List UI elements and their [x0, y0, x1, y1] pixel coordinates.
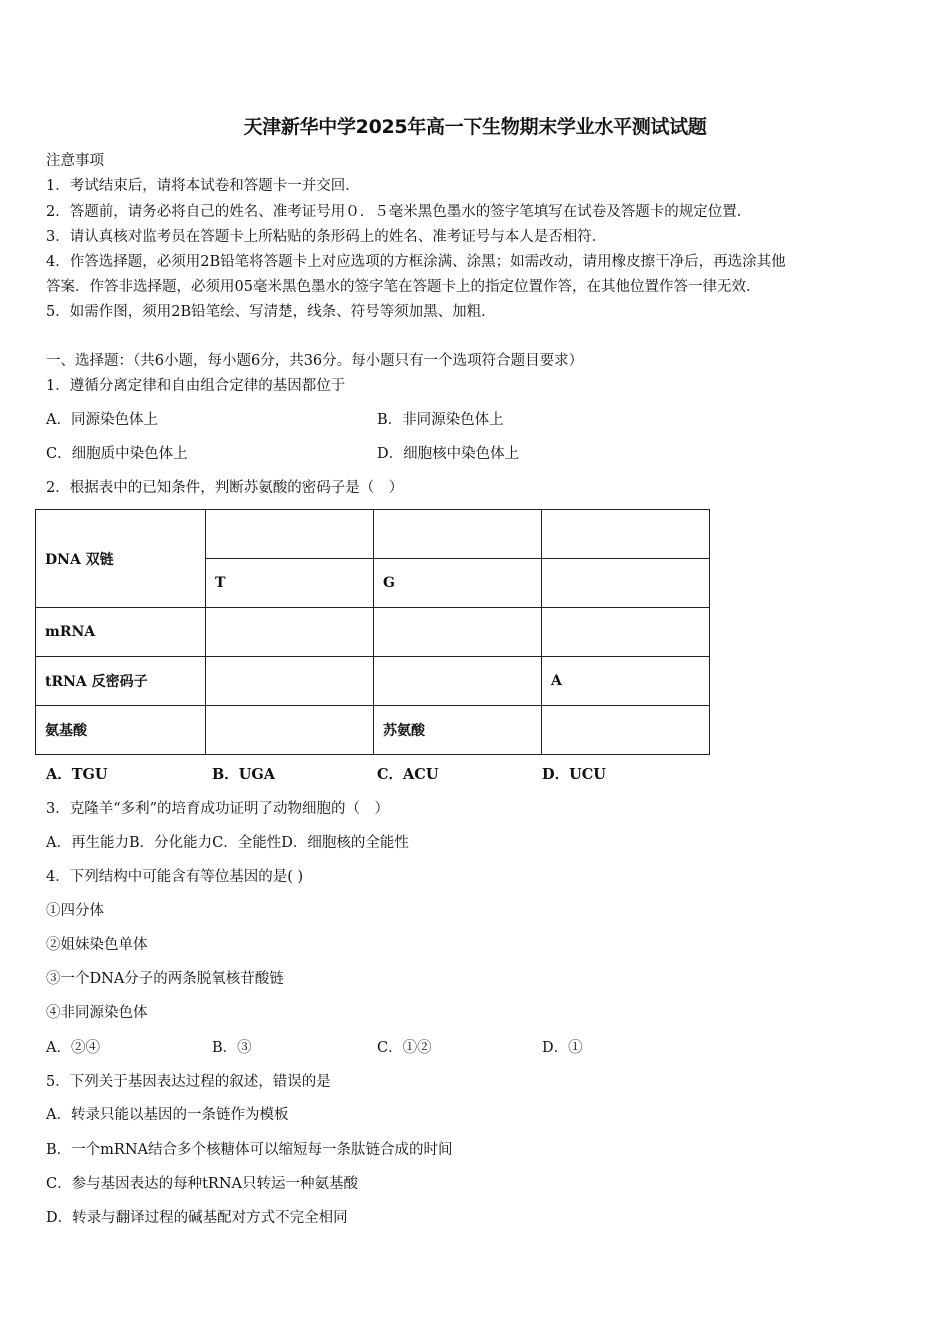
q5-option-b: B．一个mRNA结合多个核糖体可以缩短每一条肽链合成的时间	[46, 1142, 453, 1158]
notice-item: 答案．作答非选择题，必须用05毫米黑色墨水的签字笔在答题卡上的指定位置作答，在其他位置作答一律无效．	[46, 279, 761, 295]
notice-item: 4．作答选择题，必须用2B铅笔将答题卡上对应选项的方框涂满、涂黑；如需改动，请用橡皮擦干净后，再选涂其他	[46, 254, 786, 270]
q2-option-b: B．UGA	[212, 766, 276, 783]
notice-item: 1．考试结束后，请将本试卷和答题卡一并交回．	[46, 178, 360, 194]
table-cell-dna-label: DNA 双链	[36, 510, 206, 608]
q5-option-a: A．转录只能以基因的一条链作为模板	[46, 1107, 289, 1123]
q4-item: ④非同源染色体	[46, 1005, 148, 1021]
table-cell	[542, 510, 710, 559]
table-cell	[206, 706, 374, 755]
q5-option-c: C．参与基因表达的每种tRNA只转运一种氨基酸	[46, 1176, 358, 1192]
q4-option-b: B．③	[212, 1040, 252, 1056]
q4-option-a: A．②④	[46, 1040, 100, 1056]
table-cell-mrna-label: mRNA	[36, 608, 206, 657]
q4-item: ②姐妹染色单体	[46, 937, 148, 953]
notice-heading: 注意事项	[46, 153, 104, 169]
q4-item: ③一个DNA分子的两条脱氧核苷酸链	[46, 971, 284, 987]
codon-table	[35, 509, 710, 755]
table-cell: A	[542, 657, 710, 706]
table-cell	[206, 510, 374, 559]
question-4-stem: 4．下列结构中可能含有等位基因的是( )	[46, 869, 304, 885]
question-3-stem: 3．克隆羊“多利”的培育成功证明了动物细胞的（ ）	[46, 801, 390, 817]
table-cell	[542, 559, 710, 608]
table-cell: G	[374, 559, 542, 608]
table-cell-trna-label: tRNA 反密码子	[36, 657, 206, 706]
q4-option-c: C．①②	[377, 1040, 432, 1056]
question-1-stem: 1．遵循分离定律和自由组合定律的基因都位于	[46, 378, 346, 394]
notice-item: 5．如需作图，须用2B铅笔绘、写清楚，线条、符号等须加黑、加粗．	[46, 304, 496, 320]
table-cell	[206, 608, 374, 657]
table-cell	[542, 706, 710, 755]
notice-item: 2．答题前，请务必将自己的姓名、准考证号用０．５毫米黑色墨水的签字笔填写在试卷及答题卡的规定位置．	[46, 204, 752, 220]
q2-option-a: A．TGU	[46, 766, 108, 783]
q1-option-c: C．细胞质中染色体上	[46, 446, 188, 462]
q4-option-d: D．①	[542, 1040, 583, 1056]
table-cell: 苏氨酸	[374, 706, 542, 755]
q5-option-d: D．转录与翻译过程的碱基配对方式不完全相同	[46, 1210, 348, 1226]
table-cell	[542, 608, 710, 657]
table-cell: T	[206, 559, 374, 608]
question-5-stem: 5．下列关于基因表达过程的叙述，错误的是	[46, 1074, 331, 1090]
section-heading: 一、选择题：（共6小题，每小题6分，共36分。每小题只有一个选项符合题目要求）	[46, 353, 584, 369]
q2-option-c: C．ACU	[377, 766, 439, 783]
q1-option-a: A．同源染色体上	[46, 412, 158, 428]
q3-options: A．再生能力B．分化能力C．全能性D．细胞核的全能性	[46, 835, 409, 851]
table-cell	[374, 608, 542, 657]
q4-item: ①四分体	[46, 903, 104, 919]
page-title: 天津新华中学2025年高一下生物期末学业水平测试试题	[243, 116, 707, 138]
question-2-stem: 2．根据表中的已知条件，判断苏氨酸的密码子是（ ）	[46, 480, 404, 496]
table-cell-aa-label: 氨基酸	[36, 706, 206, 755]
q2-option-d: D．UCU	[542, 766, 606, 783]
table-cell	[374, 510, 542, 559]
notice-item: 3．请认真核对监考员在答题卡上所粘贴的条形码上的姓名、准考证号与本人是否相符．	[46, 229, 607, 245]
q1-option-d: D．细胞核中染色体上	[377, 446, 520, 462]
q1-option-b: B．非同源染色体上	[377, 412, 504, 428]
table-cell	[374, 657, 542, 706]
table-cell	[206, 657, 374, 706]
